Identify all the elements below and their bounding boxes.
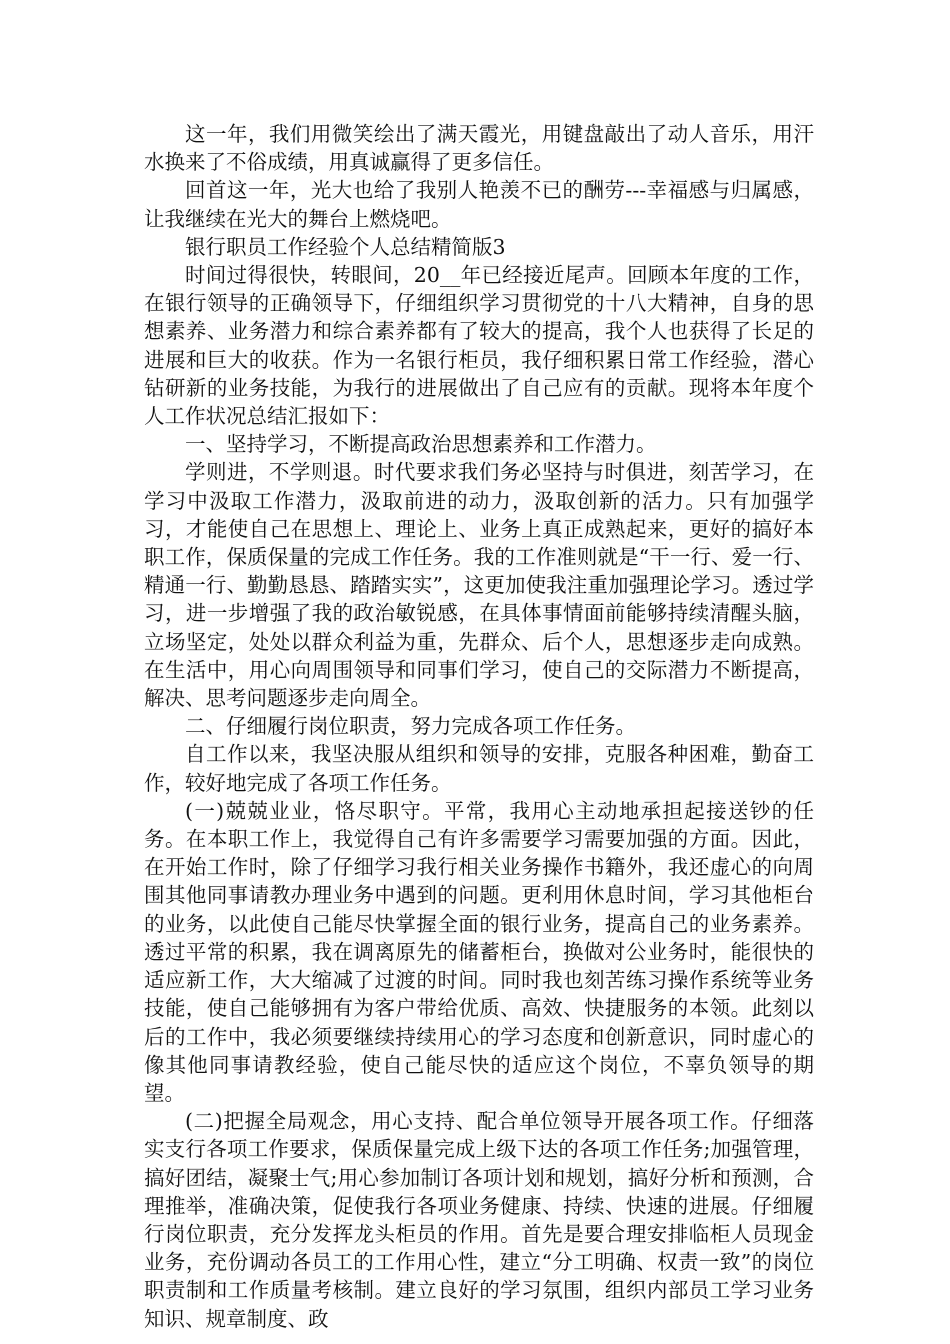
paragraph-intro: 时间过得很快，转眼间，20__年已经接近尾声。回顾本年度的工作，在银行领导的正确领导下，仔细组织学习贯彻党的十八大精神，自身的思想素养、业务潜力和综合素养都有了较大的提高，我个人也获得了长足的进展和巨大的收获。作为一名银行柜员，我仔细积累日常工作经验，潜心钻研新的业务技能，为我行的进展做出了自己应有的贡献。现将本年度个人工作状况总结汇报如下： [144, 263, 814, 429]
paragraph-closing-2: 回首这一年，光大也给了我别人艳羡不已的酬劳---幸福感与归属感，让我继续在光大的舞台上燃烧吧。 [144, 178, 814, 231]
paragraph-item-one: (一)兢兢业业，恪尽职守。平常，我用心主动地承担起接送钞的任务。在本职工作上，我觉得自己有许多需要学习需要加强的方面。因此，在开始工作时，除了仔细学习我行相关业务操作书籍外，我还虚心的向周围其他同事请教办理业务中遇到的问题。更利用休息时间，学习其他柜台的业务，以此使自己能尽快掌握全面的银行业务，提高自己的业务素养。透过平常的积累，我在调离原先的储蓄柜台，换做对公业务时，能很快的适应新工作，大大缩减了过渡的时间。同时我也刻苦练习操作系统等业务技能，使自己能够拥有为客户带给优质、高效、快捷服务的本领。此刻以后的工作中，我必须要继续持续用心的学习态度和创新意识，同时虚心的像其他同事请教经验，使自己能尽快的适应这个岗位，不辜负领导的期望。 [144, 798, 814, 1105]
paragraph-duty-intro: 自工作以来，我坚决服从组织和领导的安排，克服各种困难，勤奋工作，较好地完成了各项工作任务。 [144, 742, 814, 795]
heading-one: 一、坚持学习，不断提高政治思想素养和工作潜力。 [185, 432, 657, 457]
paragraph-study: 学则进，不学则退。时代要求我们务必坚持与时俱进，刻苦学习，在学习中汲取工作潜力，汲取前进的动力，汲取创新的活力。只有加强学习，才能使自己在思想上、理论上、业务上真正成熟起来，更好的搞好本职工作，保质保量的完成工作任务。我的工作准则就是“干一行、爱一行、精通一行、勤勤恳恳、踏踏实实”，这更加使我注重加强理论学习。透过学习，进一步增强了我的政治敏锐感，在具体事情面前能够持续清醒头脑，立场坚定，处处以群众利益为重，先群众、后个人，思想逐步走向成熟。在生活中，用心向周围领导和同事们学习，使自己的交际潜力不断提高，解决、思考问题逐步走向周全。 [144, 460, 814, 711]
paragraph-closing-1: 这一年，我们用微笑绘出了满天霞光，用键盘敲出了动人音乐，用汗水换来了不俗成绩，用真诚赢得了更多信任。 [144, 122, 814, 175]
section-title: 银行职员工作经验个人总结精简版3 [185, 234, 506, 259]
heading-two: 二、仔细履行岗位职责，努力完成各项工作任务。 [185, 714, 636, 739]
paragraph-item-two: (二)把握全局观念，用心支持、配合单位领导开展各项工作。仔细落实支行各项工作要求，保质保量完成上级下达的各项工作任务;加强管理，搞好团结，凝聚士气;用心参加制订各项计划和规划，搞好分析和预测，合理推举，准确决策，促使我行各项业务健康、持续、快速的进展。仔细履行岗位职责，充分发挥龙头柜员的作用。首先是要合理安排临柜人员现金业务，充份调动各员工的工作用心性，建立“分工明确、权责一致”的岗位职责制和工作质量考核制。建立良好的学习氛围，组织内部员工学习业务知识、规章制度、政 [144, 1109, 814, 1331]
document-body [144, 120, 814, 1333]
